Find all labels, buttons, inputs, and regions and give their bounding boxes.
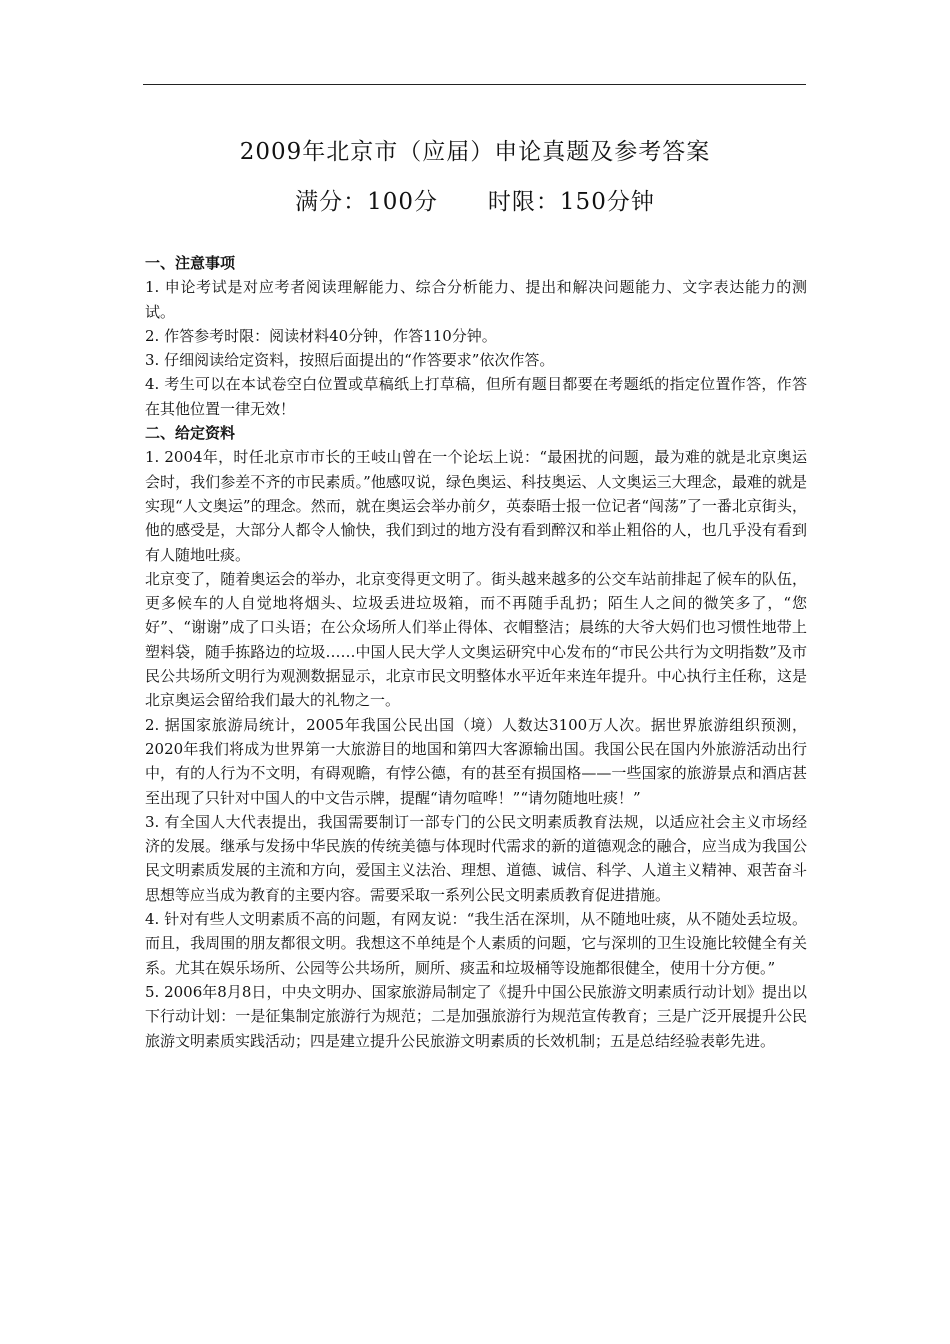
section-heading-notes: 一、注意事项: [145, 254, 236, 272]
document-subtitle: 满分：100分 时限：150分钟: [295, 189, 655, 215]
notes-item-2: 2. 作答参考时限：阅读材料40分钟，作答110分钟。: [145, 326, 497, 345]
section-heading-materials: 二、给定资料: [145, 424, 236, 443]
notes-item-1: 1. 申论考试是对应考者阅读理解能力、综合分析能力、提出和解决问题能力、文字表达能力的测试。: [145, 278, 807, 321]
notes-item-4: 4. 考生可以在本试卷空白位置或草稿纸上打草稿，但所有题目都要在考题纸的指定位置作答，作答在其他位置一律无效！: [145, 375, 807, 418]
material-paragraph-4: 4. 针对有些人文明素质不高的问题，有网友说：“我生活在深圳，从不随地吐痰，从不随处丢垃圾。而且，我周围的朋友都很文明。我想这不单纯是个人素质的问题，它与深圳的卫生设施比较健全有关系。尤其在娱乐场所、公园等公共场所，厕所、痰盂和垃圾桶等设施都很健全，使用十分方便。”: [145, 910, 807, 977]
material-paragraph-5: 5. 2006年8月8日，中央文明办、国家旅游局制定了《提升中国公民旅游文明素质行动计划》提出以下行动计划：一是征集制定旅游行为规范；二是加强旅游行为规范宣传教育；三是广泛开展提升公民旅游文明素质实践活动；四是建立提升公民旅游文明素质的长效机制；五是总结经验表彰先进。: [145, 982, 807, 1050]
material-paragraph-1b: 北京变了，随着奥运会的举办，北京变得更文明了。街头越来越多的公交车站前排起了候车的队伍，更多候车的人自觉地将烟头、垃圾丢进垃圾箱，而不再随手乱扔；陌生人之间的微笑多了，“您好”、“谢谢”成了口头语；在公众场所人们举止得体、衣帽整洁；晨练的大爷大妈们也习惯性地带上塑料袋，随手拣路边的垃圾……中国人民大学人文奥运研究中心发布的“市民公共行为文明指数”及市民公共场所文明行为观测数据显示，北京市民文明整体水平近年来连年提升。中心执行主任称，这是北京奥运会留给我们最大的礼物之一。: [145, 569, 807, 710]
material-paragraph-1: 1. 2004年，时任北京市市长的王岐山曾在一个论坛上说：“最困扰的问题，最为难的就是北京奥运会时，我们参差不齐的市民素质。”他感叹说，绿色奥运、科技奥运、人文奥运三大理念，最难的就是实现“人文奥运”的理念。然而，就在奥运会举办前夕，英泰晤士报一位记者“闯荡”了一番北京街头，他的感受是，大部分人都令人愉快，我们到过的地方没有看到醉汉和举止粗俗的人，也几乎没有看到有人随地吐痰。: [145, 448, 807, 564]
notes-item-3: 3. 仔细阅读给定资料，按照后面提出的“作答要求”依次作答。: [145, 351, 555, 370]
document-title: 2009年北京市（应届）申论真题及参考答案: [239, 139, 711, 165]
material-paragraph-2: 2. 据国家旅游局统计，2005年我国公民出国（境）人数达3100万人次。据世界旅游组织预测，2020年我们将成为世界第一大旅游目的地国和第四大客源输出国。我国公民在国内外旅游活动出行中，有的人行为不文明，有碍观瞻，有悖公德，有的甚至有损国格——一些国家的旅游景点和酒店甚至出现了只针对中国人的中文告示牌，提醒“请勿喧哗！”“请勿随地吐痰！”: [145, 715, 807, 807]
document-body: [145, 251, 807, 1053]
header-rule: [143, 84, 806, 85]
material-paragraph-3: 3. 有全国人大代表提出，我国需要制订一部专门的公民文明素质教育法规，以适应社会主义市场经济的发展。继承与发扬中华民族的传统美德与体现时代需求的新的道德观念的融合，应当成为我国公民文明素质发展的主流和方向，爱国主义法治、理想、道德、诚信、科学、人道主义精神、艰苦奋斗思想等应当成为教育的主要内容。需要采取一系列公民文明素质教育促进措施。: [145, 812, 807, 904]
